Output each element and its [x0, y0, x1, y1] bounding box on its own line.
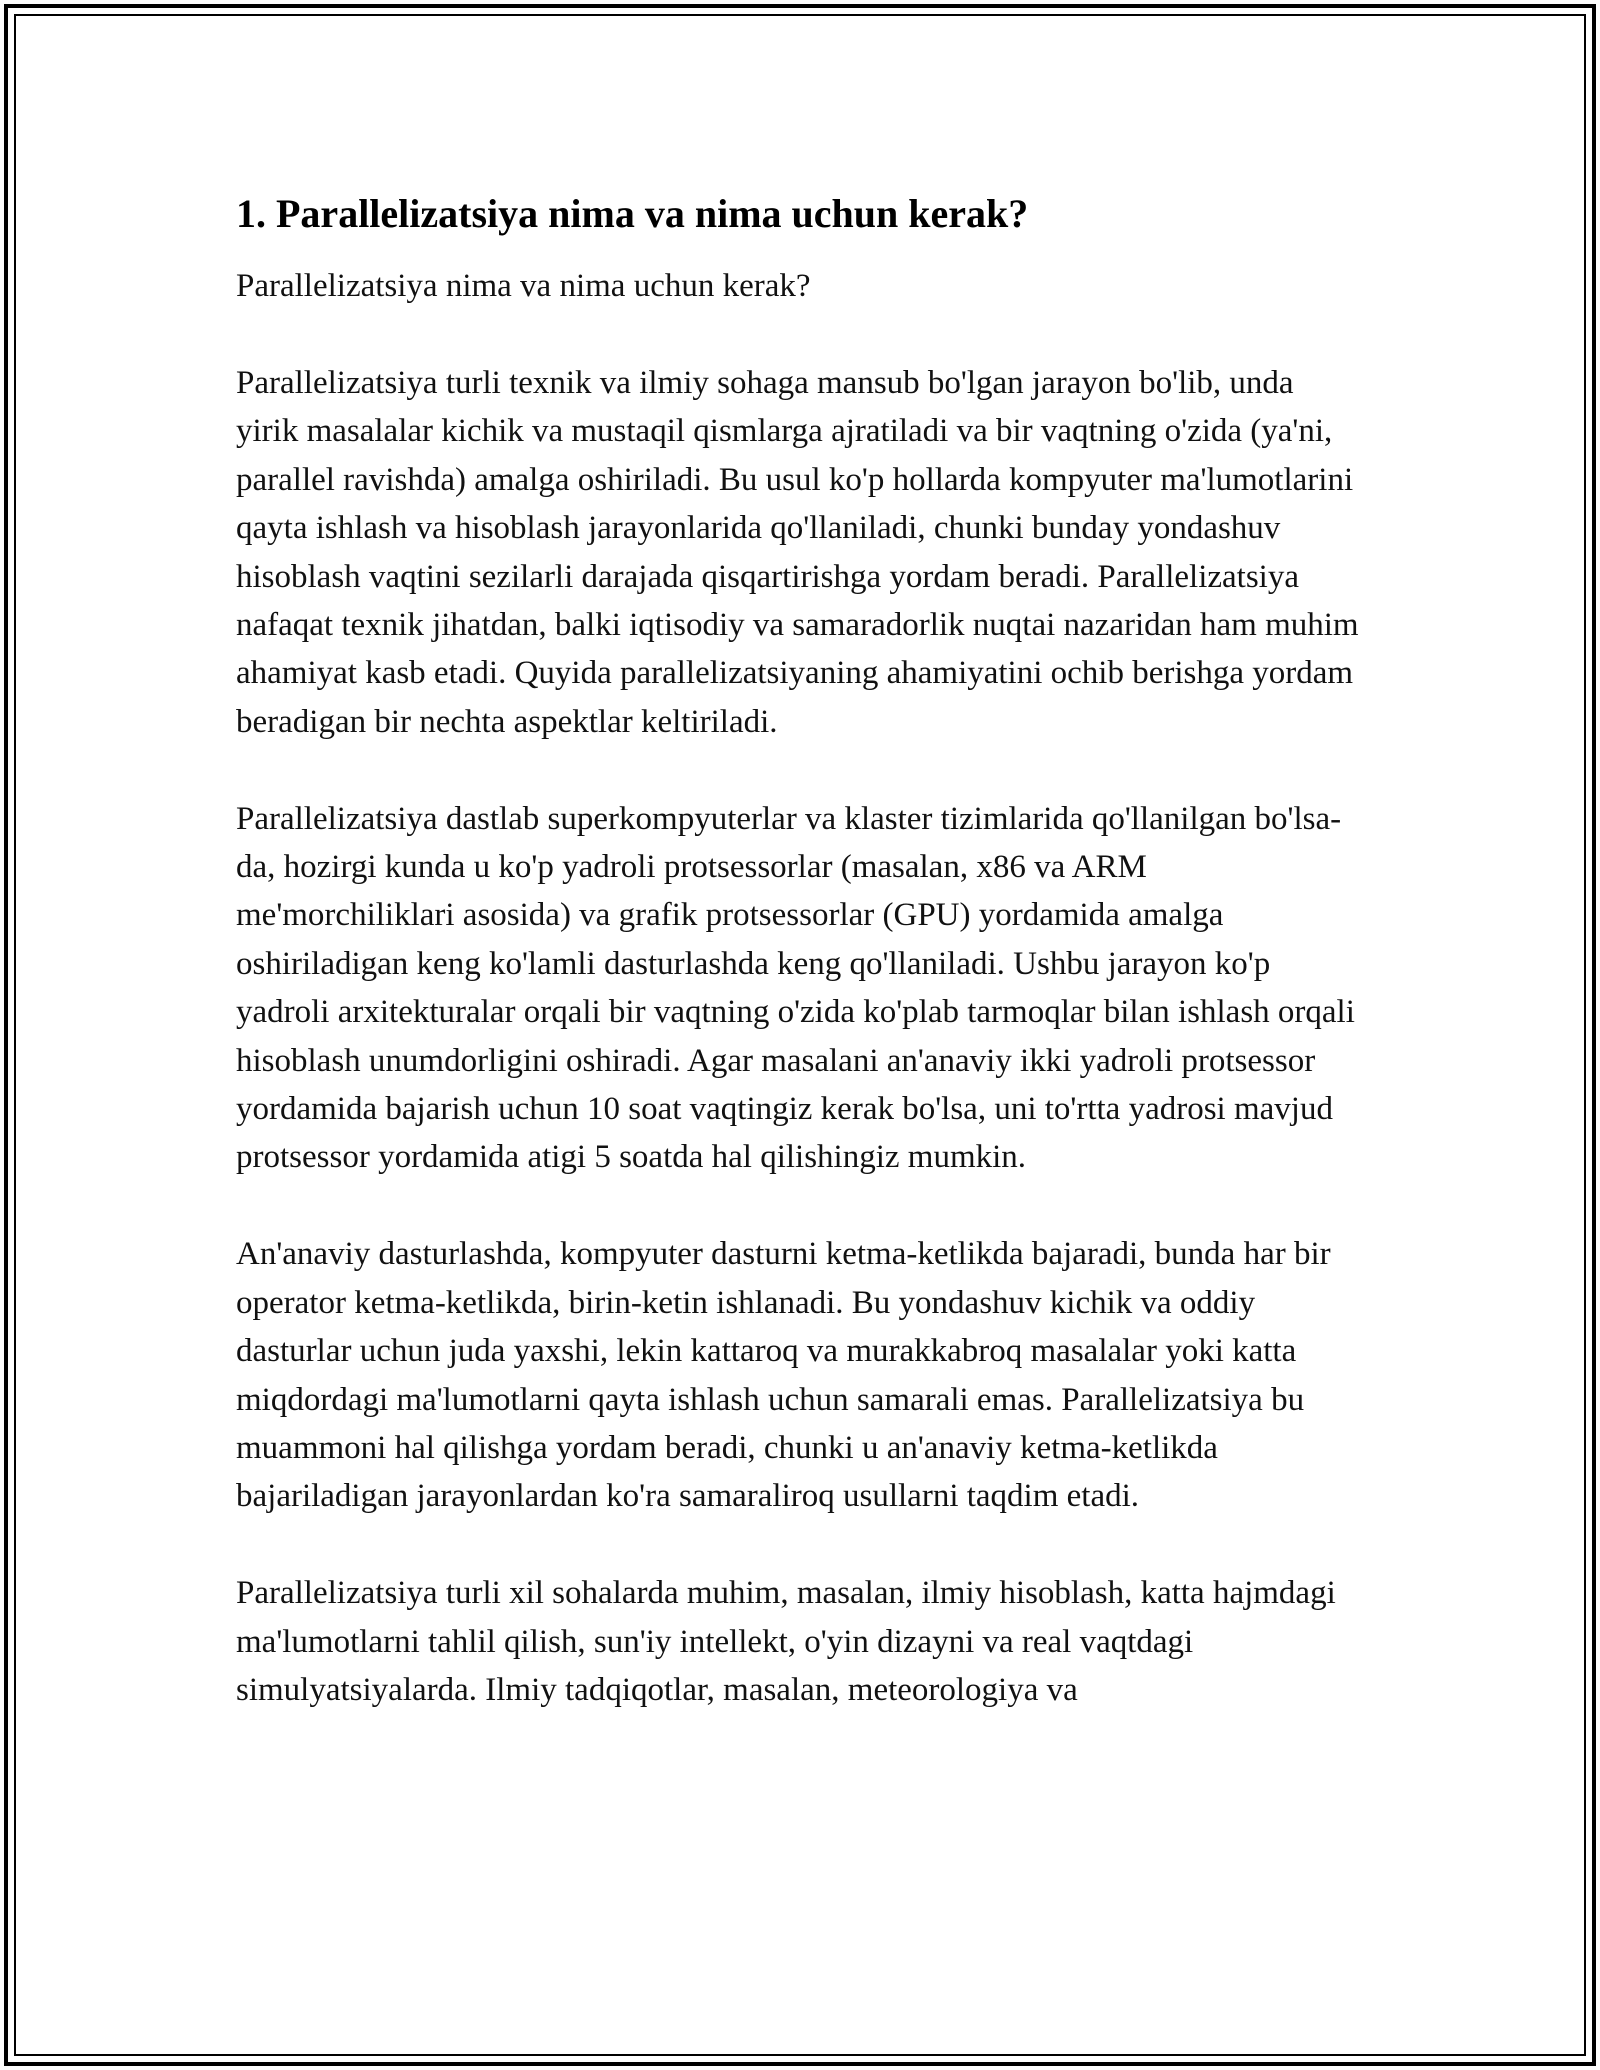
- document-body: [236, 188, 1364, 1763]
- paragraph-1: Parallelizatsiya turli texnik va ilmiy sohaga mansub bo'lgan jarayon bo'lib, unda yirik masalalar kichik va mustaqil qismlarga ajratiladi va bir vaqtning o'zida (ya'ni, parallel ravishda) amalga oshiriladi. Bu usul ko'p hollarda kompyuter ma'lumotlarini qayta ishlash va hisoblash jarayonlarida qo'llaniladi, chunki bunday yondashuv hisoblash vaqtini sezilarli darajada qisqartirishga yordam beradi. Parallelizatsiya nafaqat texnik jihatdan, balki iqtisodiy va samaradorlik nuqtai nazaridan ham muhim ahamiyat kasb etadi. Quyida parallelizatsiyaning ahamiyatini ochib berishga yordam beradigan bir nechta aspektlar keltiriladi.: [236, 365, 1359, 740]
- paragraph-2: Parallelizatsiya dastlab superkompyuterlar va klaster tizimlarida qo'llanilgan bo'lsa-da, hozirgi kunda u ko'p yadroli protsessorlar (masalan, x86 va ARM me'morchiliklari asosida) va grafik protsessorlar (GPU) yordamida amalga oshiriladigan keng ko'lamli dasturlashda keng qo'llaniladi. Ushbu jarayon ko'p yadroli arxitekturalar orqali bir vaqtning o'zida ko'plab tarmoqlar bilan ishlash orqali hisoblash unumdorligini oshiradi. Agar masalani an'anaviy ikki yadroli protsessor yordamida bajarish uchun 10 soat vaqtingiz kerak bo'lsa, uni to'rtta yadrosi mavjud protsessor yordamida atigi 5 soatda hal qilishingiz mumkin.: [236, 800, 1355, 1176]
- section-subtitle: Parallelizatsiya nima va nima uchun kerak?: [236, 268, 811, 304]
- section-heading: 1. Parallelizatsiya nima va nima uchun kerak?: [236, 191, 1029, 236]
- paragraph-3: An'anaviy dasturlashda, kompyuter dasturni ketma-ketlikda bajaradi, bunda har bir operator ketma-ketlikda, birin-ketin ishlanadi. Bu yondashuv kichik va oddiy dasturlar uchun juda yaxshi, lekin kattaroq va murakkabroq masalalar yoki katta miqdordagi ma'lumotlarni qayta ishlash uchun samarali emas. Parallelizatsiya bu muammoni hal qilishga yordam beradi, chunki u an'anaviy ketma-ketlikda bajariladigan jarayonlardan ko'ra samaraliroq usullarni taqdim etadi.: [236, 1236, 1331, 1515]
- paragraph-4: Parallelizatsiya turli xil sohalarda muhim, masalan, ilmiy hisoblash, katta hajmdagi ma'lumotlarni tahlil qilish, sun'iy intellekt, o'yin dizayni va real vaqtdagi simulyatsiyalarda. Ilmiy tadqiqotlar, masalan, meteorologiya va: [236, 1575, 1336, 1708]
